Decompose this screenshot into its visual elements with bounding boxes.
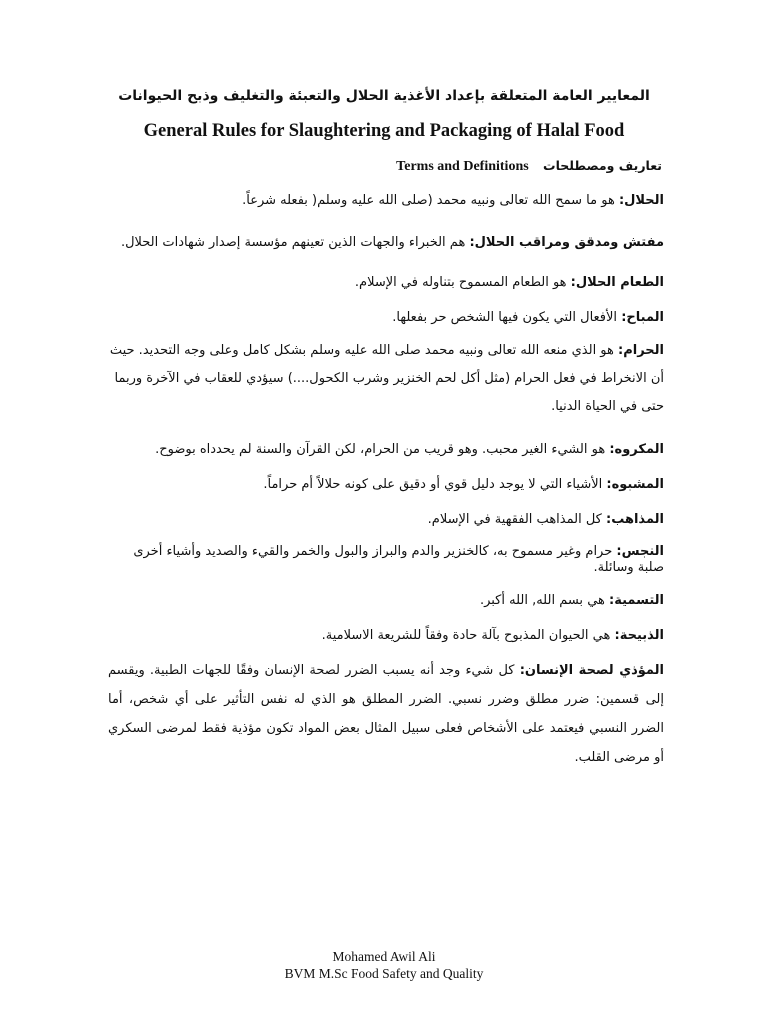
author-credentials: BVM M.Sc Food Safety and Quality (284, 966, 484, 981)
definition-harmful (108, 656, 664, 772)
definition-term: الحرام: (618, 343, 664, 358)
definition-text: كل المذاهب الفقهية في الإسلام. (427, 512, 606, 527)
definition-text: هي بسم الله, الله أكبر. (479, 593, 610, 608)
definition-term: المكروه: (609, 442, 664, 457)
terms-heading (396, 158, 662, 175)
definition-haram (108, 337, 664, 421)
definition-term: التسمية: (609, 593, 664, 608)
definition-text: كل شيء وجد أنه يسبب الضرر لصحة الإنسان وفقًا للجهات الطبية. ويقسم إلى قسمين: ضرر مطلق وضرر نسبي. الضرر المطلق هو الذي له نفس التأثير على أي شخص، أما الضرر النسبي فيعتمد على الأشخاص فعلى سبيل المثال بعض المواد تكون مؤذية فقط لمرضى السكري أو مرضى القلب. (108, 663, 664, 765)
english-title: General Rules for Slaughtering and Packaging of Halal Food (143, 121, 625, 141)
terms-heading-arabic: تعاريف ومصطلحات (543, 158, 662, 173)
author-name: Mohamed Awil Ali (332, 949, 436, 964)
definition-halal-inspector (108, 232, 664, 253)
definition-halal-food (108, 272, 664, 293)
definition-mubah (108, 307, 664, 328)
definition-text: حرام وغير مسموح به، كالخنزير والدم والبراز والبول والخمر والقيء والصديد وأشياء أخرى صلبة وسائلة. (133, 544, 664, 575)
definition-makruh (108, 439, 664, 460)
definition-term: المباح: (621, 310, 664, 325)
definition-term: المؤذي لصحة الإنسان: (519, 663, 664, 678)
page-footer (0, 948, 768, 982)
definition-text: هي الحيوان المذبوح بآلة حادة وفقاً للشريعة الاسلامية. (321, 628, 615, 643)
definition-madhahib (108, 509, 664, 530)
definitions-list (108, 188, 664, 772)
definition-najis (108, 544, 664, 576)
definition-term: الحلال: (618, 193, 664, 208)
terms-heading-english: Terms and Definitions (396, 159, 529, 174)
definition-text: هم الخبراء والجهات الذين تعينهم مؤسسة إصدار شهادات الحلال. (120, 235, 470, 250)
definition-term: الطعام الحلال: (570, 275, 664, 290)
definition-term: المذاهب: (606, 512, 664, 527)
definition-tasmiya (108, 590, 664, 611)
definition-text: هو ما سمح الله تعالى ونبيه محمد (صلى الله عليه وسلم( بفعله شرعاً. (242, 193, 619, 208)
definition-mashbooh (108, 474, 664, 495)
definition-term: الذبيحة: (614, 628, 664, 643)
arabic-title: المعايير العامة المتعلقة بإعداد الأغذية الحلال والتعبئة والتغليف وذبح الحيوانات (118, 88, 650, 104)
definition-term: المشبوه: (606, 477, 664, 492)
definition-text: هو الطعام المسموح بتناوله في الإسلام. (354, 275, 571, 290)
definition-text: الأفعال التي يكون فيها الشخص حر بفعلها. (392, 310, 622, 325)
definition-term: النجس: (616, 544, 664, 559)
definition-text: هو الذي منعه الله تعالى ونبيه محمد صلى الله عليه وسلم بشكل كامل وعلى وجه التحديد. حيث أن الانخراط في فعل الحرام (مثل أكل لحم الخنزير وشرب الكحول....) سيؤدي للعقاب في الآخرة وربما حتى في الحياة الدنيا. (109, 343, 664, 414)
definition-halal (108, 190, 664, 211)
definition-term: مفتش ومدقق ومراقب الحلال: (469, 235, 664, 250)
definition-dhabiha (108, 625, 664, 646)
definition-text: هو الشيء الغير محبب. وهو قريب من الحرام، لكن القرآن والسنة لم يحدداه بوضوح. (155, 442, 610, 457)
definition-text: الأشياء التي لا يوجد دليل قوي أو دقيق على كونه حلالاً أم حراماً. (263, 477, 607, 492)
